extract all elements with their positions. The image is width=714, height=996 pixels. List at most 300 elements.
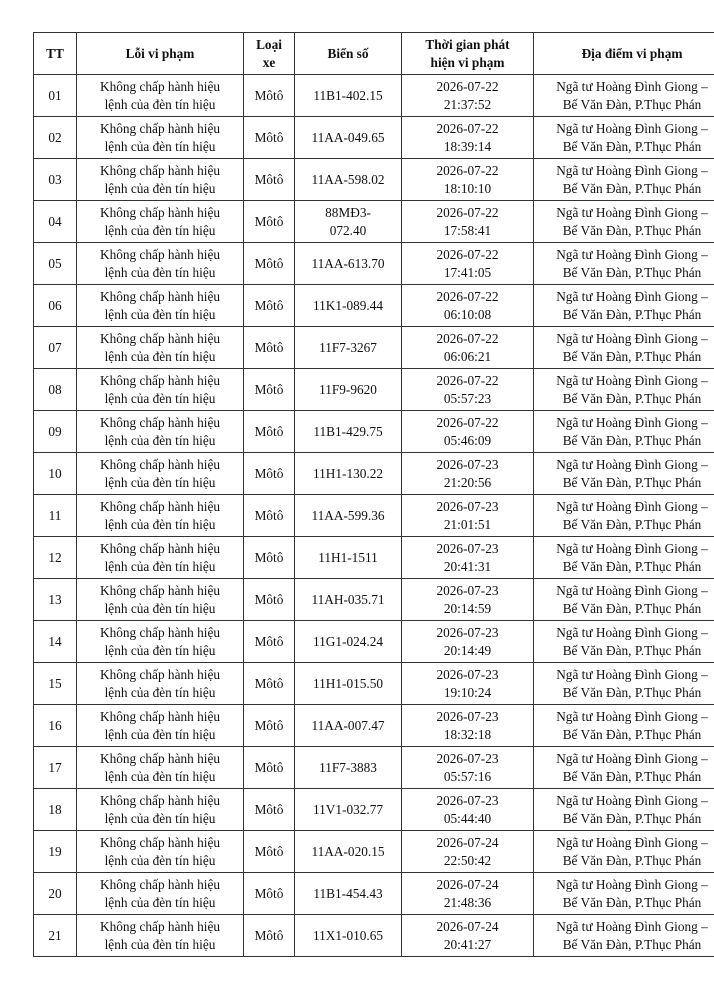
cell-location-line2: Bế Văn Đàn, P.Thục Phán [562,936,702,952]
cell-location-line2: Bế Văn Đàn, P.Thục Phán [562,474,702,490]
cell-detection-time [402,747,534,789]
cell-violation [77,789,244,831]
cell-plate [295,75,402,117]
cell-time: 05:46:09 [443,432,492,448]
cell-violation [77,159,244,201]
table-row [34,537,714,579]
cell-violation-line1: Không chấp hành hiệu [99,876,220,892]
cell-plate-line1: 11AA-020.15 [311,843,385,859]
cell-date: 2026-07-22 [436,162,499,178]
cell-plate-line1: 11H1-1511 [318,549,378,565]
cell-location [534,747,714,789]
cell-location-line1: Ngã tư Hoàng Đình Giong – [556,372,708,388]
cell-plate-line1: 11B1-454.43 [313,885,383,901]
cell-violation-line2: lệnh của đèn tín hiệu [104,894,216,910]
cell-location-line2: Bế Văn Đàn, P.Thục Phán [562,768,702,784]
cell-violation [77,117,244,159]
cell-location-line1: Ngã tư Hoàng Đình Giong – [556,792,708,808]
table-row [34,327,714,369]
cell-violation-line1: Không chấp hành hiệu [99,582,220,598]
cell-vehicle-type: Môtô [244,201,295,243]
cell-violation-line2: lệnh của đèn tín hiệu [104,222,216,238]
cell-plate-line1: 11AA-007.47 [311,717,385,733]
cell-location-line2: Bế Văn Đàn, P.Thục Phán [562,684,702,700]
header-row [34,33,714,75]
cell-location-line1: Ngã tư Hoàng Đình Giong – [556,708,708,724]
cell-violation-line1: Không chấp hành hiệu [99,498,220,514]
cell-violation-line1: Không chấp hành hiệu [99,792,220,808]
cell-location-line2: Bế Văn Đàn, P.Thục Phán [562,642,702,658]
cell-tt: 21 [34,915,77,957]
cell-vehicle-type: Môtô [244,369,295,411]
cell-date: 2026-07-22 [436,204,499,220]
cell-location-line2: Bế Văn Đàn, P.Thục Phán [562,348,702,364]
cell-date: 2026-07-22 [436,120,499,136]
cell-location [534,495,714,537]
cell-location [534,915,714,957]
cell-violation [77,369,244,411]
cell-plate-line1: 11F7-3267 [319,339,377,355]
cell-tt: 17 [34,747,77,789]
cell-plate-line1: 11B1-429.75 [313,423,383,439]
cell-location [534,243,714,285]
header-detection-time-line2: hiện vi phạm [430,54,505,70]
cell-location-line1: Ngã tư Hoàng Đình Giong – [556,288,708,304]
cell-detection-time [402,201,534,243]
cell-tt: 05 [34,243,77,285]
cell-date: 2026-07-22 [436,330,499,346]
cell-violation [77,915,244,957]
cell-violation-line2: lệnh của đèn tín hiệu [104,852,216,868]
cell-location [534,789,714,831]
cell-violation-line1: Không chấp hành hiệu [99,162,220,178]
table-row [34,201,714,243]
cell-location-line2: Bế Văn Đàn, P.Thục Phán [562,894,702,910]
table-row [34,495,714,537]
cell-tt: 13 [34,579,77,621]
cell-violation-line2: lệnh của đèn tín hiệu [104,936,216,952]
cell-plate-line1: 11H1-015.50 [312,675,384,691]
cell-vehicle-type: Môtô [244,159,295,201]
cell-plate-line1: 11AA-613.70 [311,255,385,271]
cell-time: 20:41:27 [443,936,492,952]
cell-location [534,159,714,201]
cell-time: 18:10:10 [443,180,492,196]
cell-plate-line1: 11F9-9620 [319,381,377,397]
cell-time: 22:50:42 [443,852,492,868]
cell-violation-line1: Không chấp hành hiệu [99,330,220,346]
cell-violation-line1: Không chấp hành hiệu [99,288,220,304]
table-body [34,75,714,957]
cell-plate [295,117,402,159]
cell-date: 2026-07-23 [436,666,499,682]
cell-time: 06:06:21 [443,348,492,364]
cell-time: 05:57:16 [443,768,492,784]
cell-location-line2: Bế Văn Đàn, P.Thục Phán [562,726,702,742]
cell-detection-time [402,831,534,873]
cell-violation-line1: Không chấp hành hiệu [99,624,220,640]
cell-detection-time [402,369,534,411]
cell-violation-line1: Không chấp hành hiệu [99,708,220,724]
cell-violation [77,873,244,915]
cell-tt: 08 [34,369,77,411]
cell-plate [295,663,402,705]
cell-plate [295,831,402,873]
cell-detection-time [402,621,534,663]
cell-location [534,75,714,117]
cell-plate [295,159,402,201]
cell-plate [295,621,402,663]
cell-location [534,579,714,621]
cell-violation [77,579,244,621]
cell-location [534,537,714,579]
cell-violation [77,831,244,873]
cell-location-line2: Bế Văn Đàn, P.Thục Phán [562,96,702,112]
table-row [34,747,714,789]
cell-location [534,369,714,411]
cell-location-line1: Ngã tư Hoàng Đình Giong – [556,498,708,514]
table-row [34,579,714,621]
cell-date: 2026-07-23 [436,498,499,514]
cell-vehicle-type: Môtô [244,621,295,663]
cell-detection-time [402,411,534,453]
cell-vehicle-type: Môtô [244,453,295,495]
cell-vehicle-type: Môtô [244,411,295,453]
table-row [34,663,714,705]
cell-time: 20:41:31 [443,558,492,574]
cell-plate [295,327,402,369]
table-row [34,369,714,411]
cell-date: 2026-07-23 [436,540,499,556]
header-detection-time [402,33,534,75]
header-plate: Biển số [295,33,402,75]
cell-tt: 18 [34,789,77,831]
cell-date: 2026-07-22 [436,78,499,94]
cell-location [534,285,714,327]
cell-vehicle-type: Môtô [244,747,295,789]
cell-detection-time [402,537,534,579]
cell-time: 05:44:40 [443,810,492,826]
cell-date: 2026-07-23 [436,456,499,472]
cell-violation [77,411,244,453]
cell-tt: 07 [34,327,77,369]
cell-location-line2: Bế Văn Đàn, P.Thục Phán [562,306,702,322]
cell-detection-time [402,915,534,957]
cell-location [534,705,714,747]
cell-location-line1: Ngã tư Hoàng Đình Giong – [556,414,708,430]
cell-tt: 02 [34,117,77,159]
cell-violation [77,285,244,327]
cell-location [534,411,714,453]
cell-tt: 09 [34,411,77,453]
cell-date: 2026-07-23 [436,750,499,766]
cell-violation-line2: lệnh của đèn tín hiệu [104,810,216,826]
cell-plate [295,285,402,327]
cell-location-line1: Ngã tư Hoàng Đình Giong – [556,456,708,472]
cell-violation [77,537,244,579]
cell-violation-line1: Không chấp hành hiệu [99,750,220,766]
cell-time: 06:10:08 [443,306,492,322]
cell-location-line1: Ngã tư Hoàng Đình Giong – [556,540,708,556]
cell-detection-time [402,705,534,747]
table-row [34,75,714,117]
cell-violation-line2: lệnh của đèn tín hiệu [104,558,216,574]
header-location: Địa điểm vi phạm [534,33,714,75]
cell-violation-line1: Không chấp hành hiệu [99,540,220,556]
cell-detection-time [402,243,534,285]
cell-time: 21:48:36 [443,894,492,910]
cell-tt: 10 [34,453,77,495]
cell-location-line1: Ngã tư Hoàng Đình Giong – [556,582,708,598]
cell-violation [77,495,244,537]
cell-violation [77,201,244,243]
cell-violation-line2: lệnh của đèn tín hiệu [104,516,216,532]
cell-violation-line1: Không chấp hành hiệu [99,666,220,682]
cell-plate-line1: 11K1-089.44 [312,297,384,313]
cell-plate-line1: 11AA-049.65 [311,129,385,145]
cell-violation-line2: lệnh của đèn tín hiệu [104,768,216,784]
cell-location-line2: Bế Văn Đàn, P.Thục Phán [562,222,702,238]
cell-date: 2026-07-22 [436,414,499,430]
cell-plate [295,747,402,789]
cell-location-line2: Bế Văn Đàn, P.Thục Phán [562,810,702,826]
cell-vehicle-type: Môtô [244,915,295,957]
cell-location-line1: Ngã tư Hoàng Đình Giong – [556,162,708,178]
cell-location-line1: Ngã tư Hoàng Đình Giong – [556,624,708,640]
cell-location [534,831,714,873]
cell-location [534,453,714,495]
cell-plate [295,369,402,411]
cell-detection-time [402,453,534,495]
cell-detection-time [402,663,534,705]
cell-plate-line1: 11H1-130.22 [312,465,384,481]
cell-tt: 03 [34,159,77,201]
header-violation: Lỗi vi phạm [77,33,244,75]
cell-vehicle-type: Môtô [244,789,295,831]
cell-plate-line1: 11F7-3883 [319,759,377,775]
cell-violation [77,705,244,747]
header-tt: TT [34,33,77,75]
cell-violation-line1: Không chấp hành hiệu [99,372,220,388]
cell-violation-line1: Không chấp hành hiệu [99,78,220,94]
cell-location-line1: Ngã tư Hoàng Đình Giong – [556,204,708,220]
cell-vehicle-type: Môtô [244,75,295,117]
cell-location-line2: Bế Văn Đàn, P.Thục Phán [562,600,702,616]
cell-detection-time [402,285,534,327]
cell-violation-line2: lệnh của đèn tín hiệu [104,180,216,196]
cell-violation [77,327,244,369]
cell-plate-line1: 11AA-598.02 [311,171,385,187]
table-row [34,285,714,327]
cell-location [534,663,714,705]
cell-violation-line2: lệnh của đèn tín hiệu [104,432,216,448]
cell-tt: 16 [34,705,77,747]
cell-vehicle-type: Môtô [244,243,295,285]
cell-tt: 20 [34,873,77,915]
violations-table [33,32,714,957]
cell-plate-line1: 11G1-024.24 [312,633,384,649]
cell-tt: 19 [34,831,77,873]
cell-date: 2026-07-23 [436,582,499,598]
cell-location-line1: Ngã tư Hoàng Đình Giong – [556,120,708,136]
cell-location-line2: Bế Văn Đàn, P.Thục Phán [562,264,702,280]
cell-plate-line1: 11AH-035.71 [311,591,385,607]
cell-tt: 11 [34,495,77,537]
cell-detection-time [402,579,534,621]
cell-detection-time [402,789,534,831]
table-row [34,243,714,285]
cell-violation-line2: lệnh của đèn tín hiệu [104,348,216,364]
cell-vehicle-type: Môtô [244,537,295,579]
cell-location-line1: Ngã tư Hoàng Đình Giong – [556,78,708,94]
cell-date: 2026-07-24 [436,834,499,850]
cell-violation-line2: lệnh của đèn tín hiệu [104,390,216,406]
cell-plate-line1: 11AA-599.36 [311,507,385,523]
cell-detection-time [402,495,534,537]
cell-violation-line1: Không chấp hành hiệu [99,918,220,934]
table-row [34,411,714,453]
cell-time: 18:32:18 [443,726,492,742]
cell-violation-line2: lệnh của đèn tín hiệu [104,138,216,154]
cell-plate [295,579,402,621]
table-header [34,33,714,75]
cell-violation-line1: Không chấp hành hiệu [99,120,220,136]
cell-detection-time [402,117,534,159]
cell-date: 2026-07-22 [436,372,499,388]
cell-detection-time [402,327,534,369]
cell-violation [77,747,244,789]
cell-location-line2: Bế Văn Đàn, P.Thục Phán [562,390,702,406]
cell-violation-line2: lệnh của đèn tín hiệu [104,264,216,280]
cell-violation [77,663,244,705]
cell-location [534,201,714,243]
cell-location-line2: Bế Văn Đàn, P.Thục Phán [562,180,702,196]
header-vehicle-type-line2: xe [262,54,276,70]
cell-plate [295,915,402,957]
cell-plate [295,873,402,915]
cell-location-line1: Ngã tư Hoàng Đình Giong – [556,666,708,682]
cell-date: 2026-07-23 [436,792,499,808]
cell-plate-line2: 072.40 [329,222,367,238]
cell-plate [295,789,402,831]
cell-location-line2: Bế Văn Đàn, P.Thục Phán [562,138,702,154]
cell-vehicle-type: Môtô [244,285,295,327]
cell-location-line2: Bế Văn Đàn, P.Thục Phán [562,432,702,448]
cell-vehicle-type: Môtô [244,327,295,369]
cell-location [534,621,714,663]
cell-violation [77,75,244,117]
table-row [34,789,714,831]
cell-plate [295,495,402,537]
cell-date: 2026-07-22 [436,288,499,304]
cell-vehicle-type: Môtô [244,705,295,747]
cell-violation-line2: lệnh của đèn tín hiệu [104,600,216,616]
table-row [34,117,714,159]
cell-violation [77,621,244,663]
cell-plate [295,243,402,285]
cell-tt: 14 [34,621,77,663]
cell-violation-line1: Không chấp hành hiệu [99,414,220,430]
cell-detection-time [402,873,534,915]
cell-location [534,117,714,159]
cell-tt: 04 [34,201,77,243]
cell-location-line1: Ngã tư Hoàng Đình Giong – [556,918,708,934]
table-row [34,873,714,915]
header-detection-time-line1: Thời gian phát [425,36,510,52]
cell-plate-line1: 88MĐ3- [325,204,371,220]
cell-vehicle-type: Môtô [244,831,295,873]
cell-tt: 01 [34,75,77,117]
cell-time: 17:41:05 [443,264,492,280]
cell-time: 18:39:14 [443,138,492,154]
cell-location-line2: Bế Văn Đàn, P.Thục Phán [562,852,702,868]
cell-location-line1: Ngã tư Hoàng Đình Giong – [556,246,708,262]
cell-time: 17:58:41 [443,222,492,238]
table-row [34,831,714,873]
cell-tt: 12 [34,537,77,579]
cell-violation-line1: Không chấp hành hiệu [99,456,220,472]
cell-location-line1: Ngã tư Hoàng Đình Giong – [556,834,708,850]
cell-plate-line1: 11B1-402.15 [313,87,383,103]
cell-date: 2026-07-23 [436,624,499,640]
cell-plate [295,201,402,243]
cell-violation-line2: lệnh của đèn tín hiệu [104,306,216,322]
table-row [34,705,714,747]
cell-tt: 06 [34,285,77,327]
cell-location-line2: Bế Văn Đàn, P.Thục Phán [562,516,702,532]
table-row [34,159,714,201]
cell-location-line1: Ngã tư Hoàng Đình Giong – [556,750,708,766]
cell-vehicle-type: Môtô [244,117,295,159]
cell-vehicle-type: Môtô [244,873,295,915]
cell-plate-line1: 11V1-032.77 [312,801,384,817]
cell-detection-time [402,159,534,201]
cell-violation-line2: lệnh của đèn tín hiệu [104,642,216,658]
header-vehicle-type [244,33,295,75]
table-row [34,453,714,495]
cell-location [534,327,714,369]
cell-violation [77,453,244,495]
cell-location-line1: Ngã tư Hoàng Đình Giong – [556,876,708,892]
table-row [34,915,714,957]
cell-violation-line2: lệnh của đèn tín hiệu [104,726,216,742]
cell-violation-line1: Không chấp hành hiệu [99,204,220,220]
cell-plate [295,537,402,579]
cell-violation [77,243,244,285]
cell-violation-line2: lệnh của đèn tín hiệu [104,96,216,112]
cell-time: 20:14:49 [443,642,492,658]
cell-time: 21:20:56 [443,474,492,490]
cell-plate [295,705,402,747]
cell-vehicle-type: Môtô [244,495,295,537]
cell-date: 2026-07-24 [436,918,499,934]
cell-plate [295,411,402,453]
cell-vehicle-type: Môtô [244,663,295,705]
cell-violation-line1: Không chấp hành hiệu [99,834,220,850]
cell-time: 19:10:24 [443,684,492,700]
cell-time: 21:37:52 [443,96,492,112]
cell-plate [295,453,402,495]
header-vehicle-type-line1: Loại [256,36,282,52]
cell-tt: 15 [34,663,77,705]
cell-location-line1: Ngã tư Hoàng Đình Giong – [556,330,708,346]
cell-date: 2026-07-22 [436,246,499,262]
cell-plate-line1: 11X1-010.65 [312,927,384,943]
cell-violation-line2: lệnh của đèn tín hiệu [104,684,216,700]
cell-violation-line1: Không chấp hành hiệu [99,246,220,262]
cell-detection-time [402,75,534,117]
cell-date: 2026-07-24 [436,876,499,892]
